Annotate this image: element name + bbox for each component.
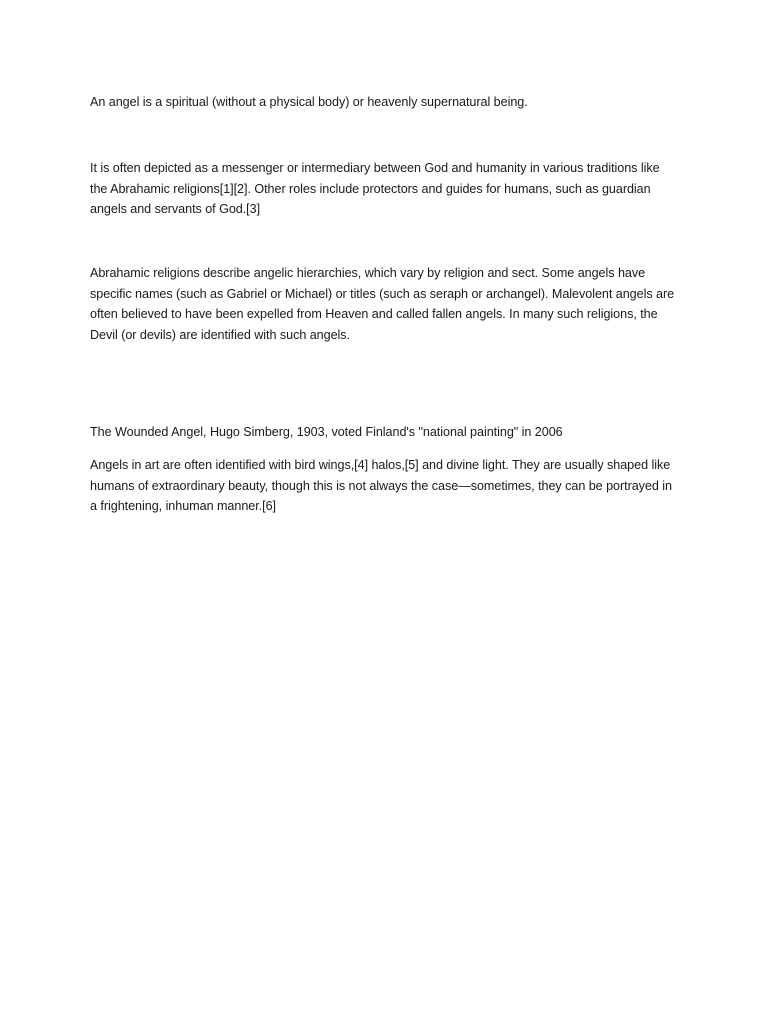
paragraph-hierarchies: Abrahamic religions describe angelic hierarchies, which vary by religion and sect. Some angels have specific names (such as Gabriel or Michael) or titles (such as seraph or archangel). Malevolent angels are often believed to have been expelled from Heaven and called fallen angels. In many such religions, the Devil (or devils) are identified with such angels. — [90, 266, 675, 342]
paragraph-art: Angels in art are often identified with bird wings,[4] halos,[5] and divine light. They are usually shaped like humans of extraordinary beauty, though this is not always the case—sometimes, they can be portrayed in a frightening, inhuman manner.[6] — [90, 458, 672, 513]
image-caption: The Wounded Angel, Hugo Simberg, 1903, voted Finland's "national painting" in 2006 — [90, 425, 563, 439]
paragraph-roles: It is often depicted as a messenger or intermediary between God and humanity in various traditions like the Abrahamic religions[1][2]. Other roles include protectors and guides for humans, such as guardian angels and servants of God.[3] — [90, 161, 660, 216]
paragraph-intro: An angel is a spiritual (without a physical body) or heavenly supernatural being. — [90, 95, 528, 109]
